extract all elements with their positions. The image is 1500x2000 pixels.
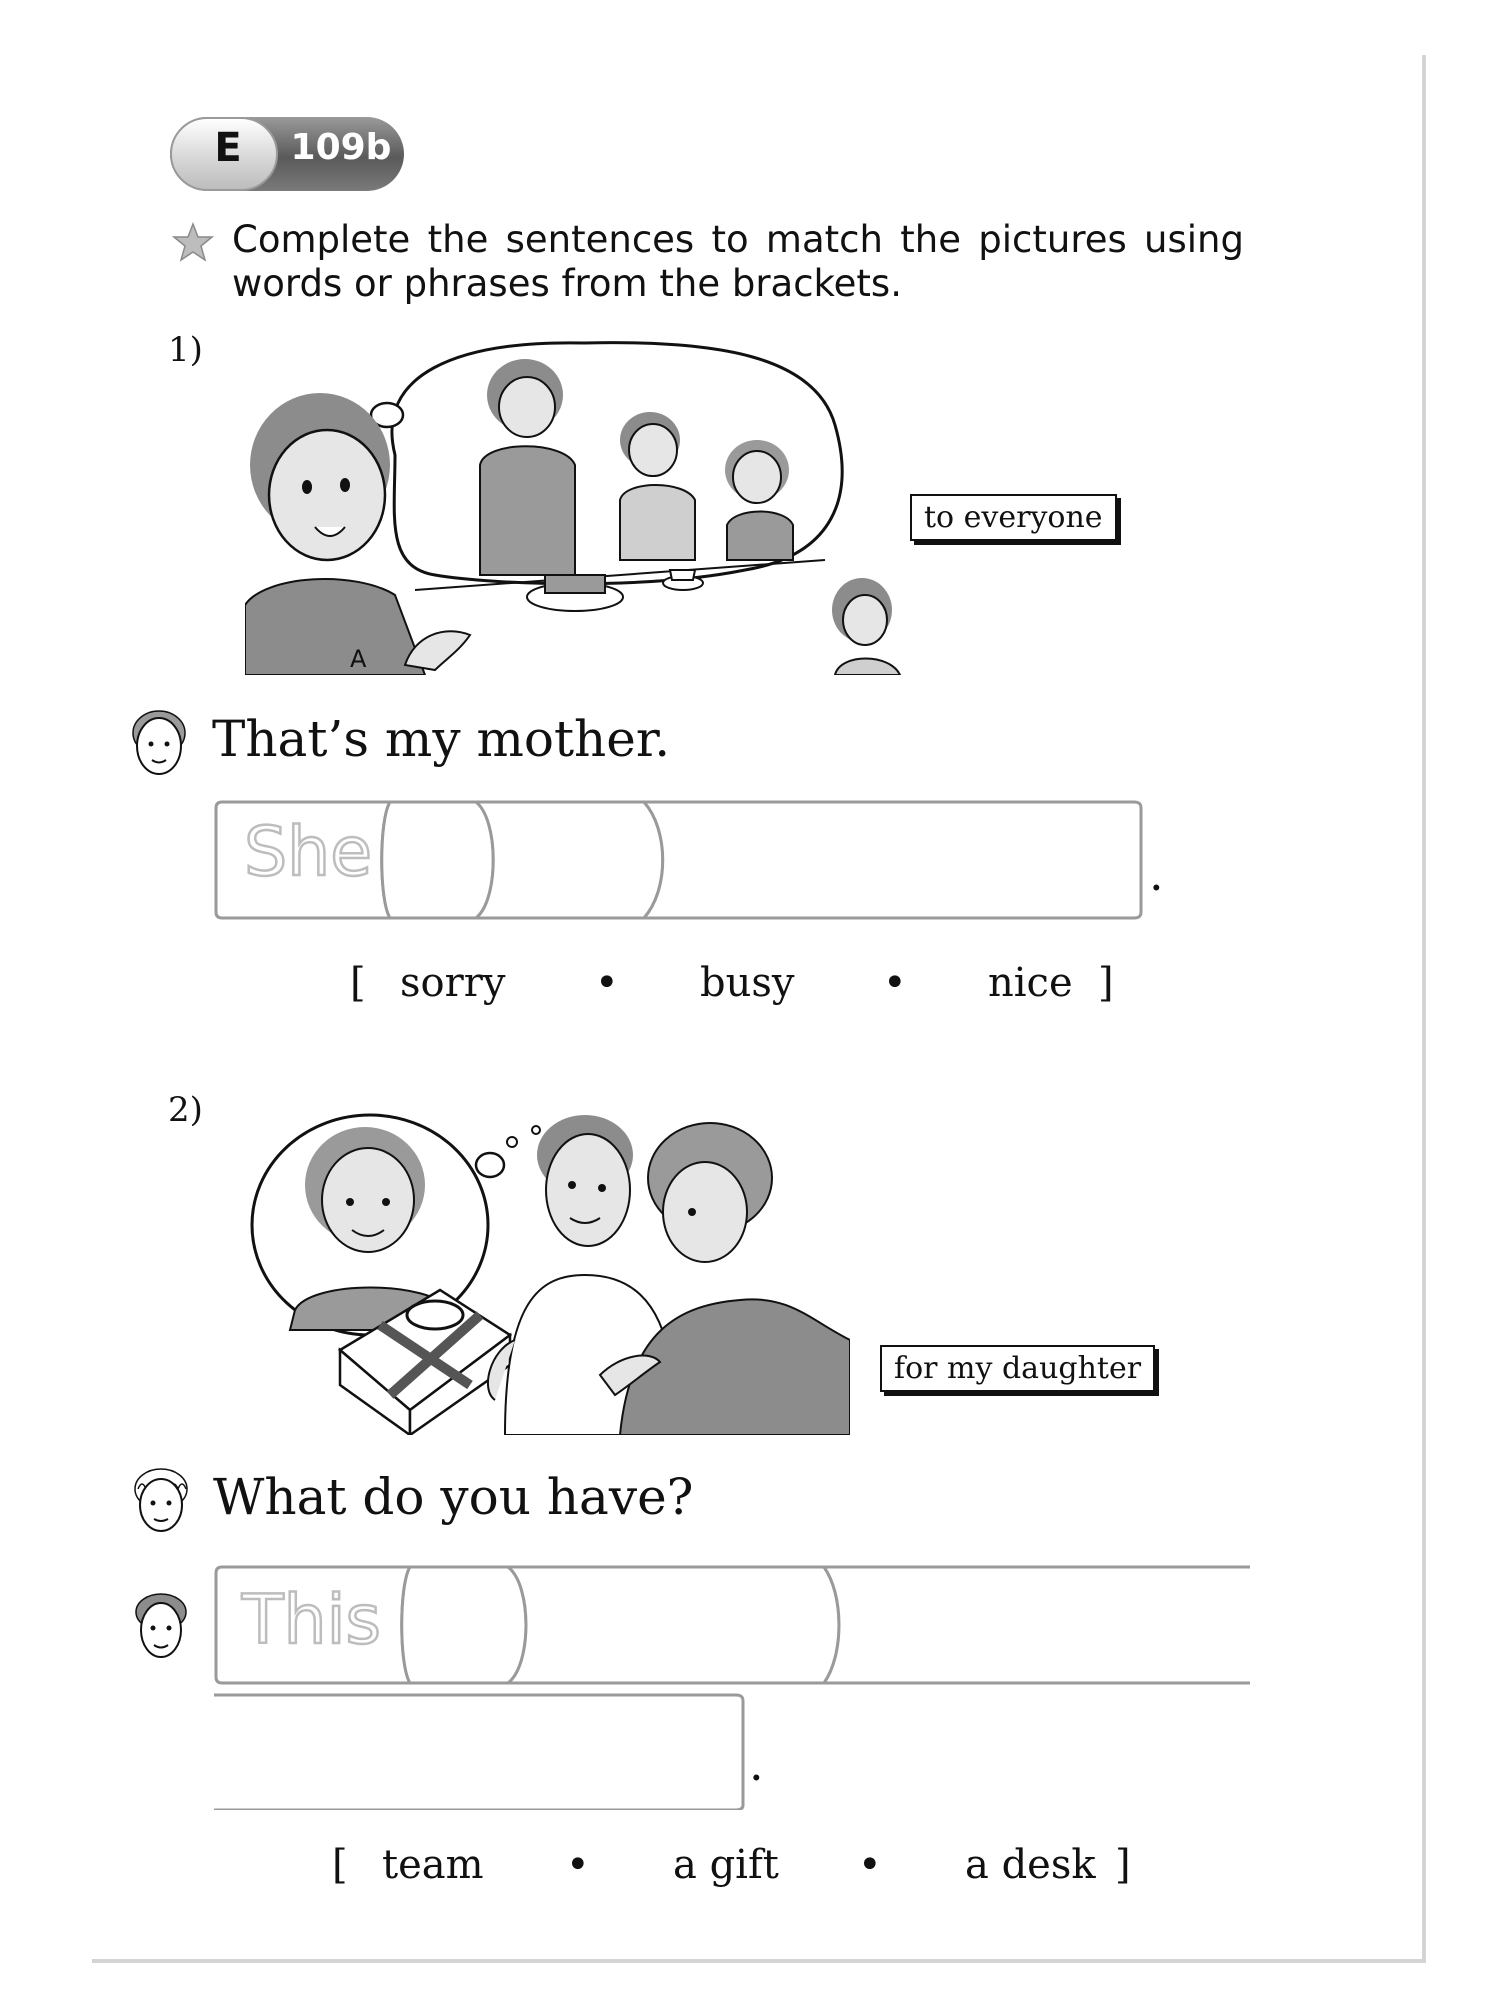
answer-boxes[interactable] <box>214 1565 1254 1810</box>
choice-option: sorry <box>400 960 506 1006</box>
choice-option: team <box>382 1842 484 1888</box>
prompt-sentence: What do you have? <box>213 1468 694 1526</box>
start-word: This <box>242 1581 381 1660</box>
start-word: She <box>244 813 373 892</box>
boy-face-icon <box>130 708 188 778</box>
choice-option: busy <box>700 960 795 1006</box>
unit-letter: E <box>214 125 242 171</box>
choice-separator: • <box>883 960 907 1006</box>
choice-separator: • <box>566 1842 590 1888</box>
page-border-bottom <box>92 1959 1426 1963</box>
star-icon <box>172 222 214 264</box>
svg-text:A: A <box>350 645 367 673</box>
choice-option: a desk <box>965 1842 1096 1888</box>
bracket-open: [ <box>350 960 366 1006</box>
prompt-sentence: That’s my mother. <box>212 710 671 768</box>
party-illustration <box>245 335 925 675</box>
hint-label: for my daughter <box>880 1345 1155 1392</box>
question-number: 2) <box>168 1090 203 1130</box>
end-period: . <box>749 1737 764 1791</box>
bracket-close: ] <box>1098 960 1114 1006</box>
bracket-open: [ <box>332 1842 348 1888</box>
instruction-text: Complete the sentences to match the pictures using words or phrases from the brackets. <box>232 218 1244 305</box>
man-face-icon <box>132 1590 190 1660</box>
choice-separator: • <box>858 1842 882 1888</box>
word-choices <box>0 960 1500 1020</box>
choice-separator: • <box>595 960 619 1006</box>
end-period: . <box>1149 847 1164 901</box>
bracket-close: ] <box>1115 1842 1131 1888</box>
hint-label: to everyone <box>910 494 1117 541</box>
unit-badge <box>170 117 404 191</box>
gift-illustration <box>250 1100 850 1435</box>
choice-option: a gift <box>673 1842 779 1888</box>
word-choices <box>0 1842 1500 1902</box>
choice-option: nice <box>988 960 1073 1006</box>
curly-hair-face-icon <box>132 1465 190 1535</box>
question-number: 1) <box>168 330 203 370</box>
answer-boxes[interactable] <box>214 800 1164 925</box>
unit-code: 109b <box>290 127 392 168</box>
